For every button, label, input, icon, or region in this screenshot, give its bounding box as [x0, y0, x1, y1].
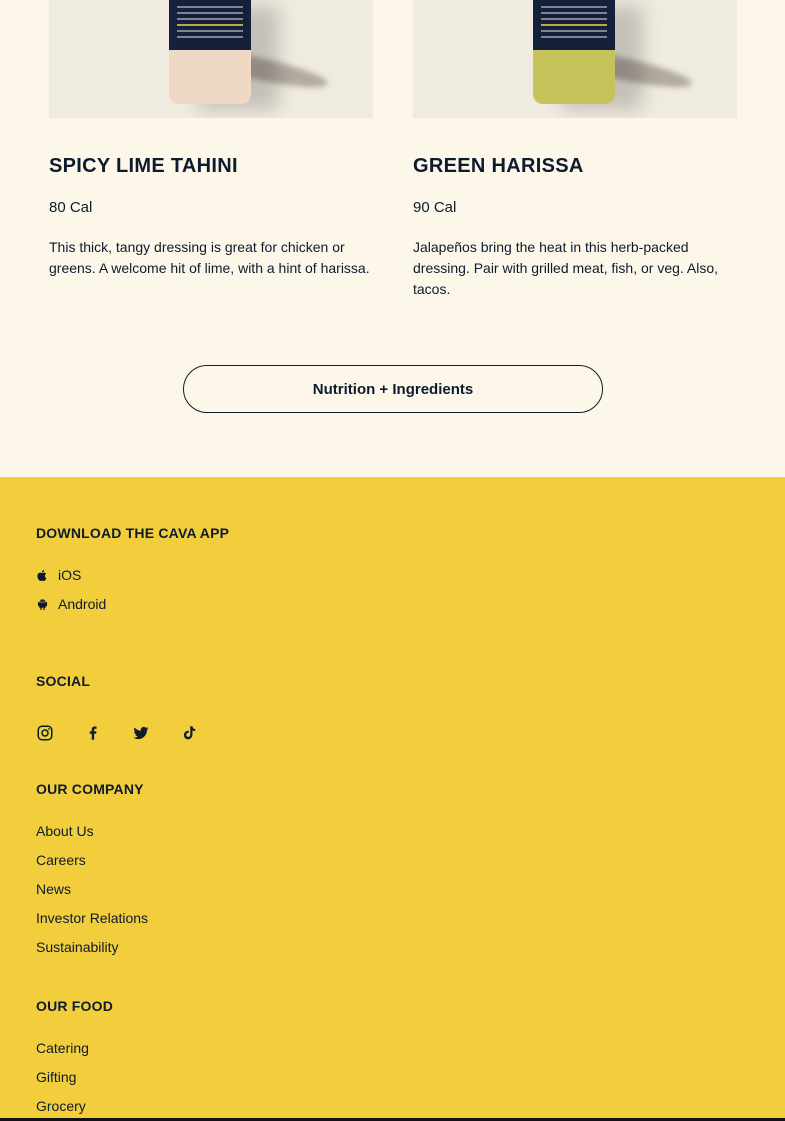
product-name: GREEN HARISSA: [413, 155, 584, 177]
ios-link[interactable]: [36, 567, 81, 583]
ios-label: iOS: [58, 567, 82, 583]
product-image: [413, 0, 737, 118]
footer-link-careers[interactable]: Careers: [36, 852, 86, 868]
android-link[interactable]: [36, 596, 106, 612]
footer-link-catering[interactable]: Catering: [36, 1040, 89, 1056]
product-name: SPICY LIME TAHINI: [49, 155, 238, 177]
bottle-image: [169, 0, 251, 104]
product-calories: 90 Cal: [413, 199, 457, 216]
footer-link-gifting[interactable]: Gifting: [36, 1069, 77, 1085]
product-description: This thick, tangy dressing is great for chicken or greens. A welcome hit of lime, with a hint of harissa.: [49, 239, 370, 276]
android-icon: [36, 598, 49, 611]
apple-icon: [36, 569, 49, 582]
instagram-icon[interactable]: [36, 724, 54, 742]
product-image: [49, 0, 373, 118]
download-app-heading: DOWNLOAD THE CAVA APP: [36, 525, 230, 541]
tiktok-icon[interactable]: [180, 724, 198, 742]
facebook-icon[interactable]: [84, 724, 102, 742]
footer-link-grocery[interactable]: Grocery: [36, 1098, 86, 1114]
footer-link-news[interactable]: News: [36, 881, 72, 897]
product-section: [0, 0, 785, 477]
bottle-image: [533, 0, 615, 104]
site-footer: [0, 477, 785, 1118]
footer-link-about-us[interactable]: About Us: [36, 823, 94, 839]
product-card-green-harissa[interactable]: [413, 0, 737, 297]
product-calories: 80 Cal: [49, 199, 93, 216]
nutrition-ingredients-button[interactable]: Nutrition + Ingredients: [183, 365, 603, 413]
product-description: Jalapeños bring the heat in this herb-packed dressing. Pair with grilled meat, fish, or veg. Also, tacos.: [413, 239, 719, 297]
our-company-heading: OUR COMPANY: [36, 781, 144, 797]
twitter-icon[interactable]: [132, 724, 150, 742]
social-heading: SOCIAL: [36, 673, 91, 689]
product-card-spicy-lime-tahini[interactable]: [49, 0, 373, 276]
social-links: [36, 724, 228, 742]
footer-link-investor-relations[interactable]: Investor Relations: [36, 910, 149, 926]
footer-link-sustainability[interactable]: Sustainability: [36, 939, 119, 955]
our-food-heading: OUR FOOD: [36, 998, 114, 1014]
android-label: Android: [58, 596, 107, 612]
